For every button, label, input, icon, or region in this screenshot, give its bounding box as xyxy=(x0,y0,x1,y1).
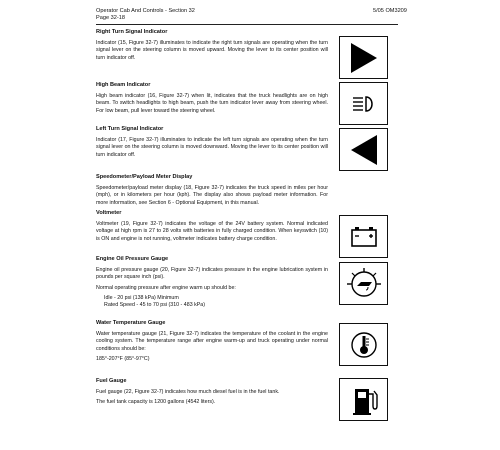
section-high-beam xyxy=(96,82,328,118)
spec-line: Rated Speed - 45 to 70 psi (310 - 483 kPa) xyxy=(104,302,205,309)
left-arrow-icon xyxy=(344,132,384,168)
section-fuel-gauge xyxy=(96,378,328,410)
section-heading: High Beam Indicator xyxy=(96,82,151,88)
section-body: Fuel gauge (22, Figure 32-7) indicates how much diesel fuel is in the fuel tank. xyxy=(96,389,280,395)
fuel-gauge-figure xyxy=(339,378,388,421)
water-temperature-figure xyxy=(339,323,388,366)
section-body: Indicator (15, Figure 32-7) illuminates to indicate the right turn signals are operating when the turn signal lever on the steering column is moved upward. Moving the lever to its center position will turn indicator off. xyxy=(96,40,328,61)
section-left-turn-signal xyxy=(96,126,328,162)
page-header xyxy=(96,8,195,23)
fuel-pump-icon xyxy=(344,382,384,418)
headlight-high-beam-icon xyxy=(344,86,384,122)
page-number: Page 32-18 xyxy=(96,15,125,22)
section-heading: Speedometer/Payload Meter Display xyxy=(96,174,193,180)
section-body: Engine oil pressure gauge (20, Figure 32-7) indicates pressure in the engine lubrication system in pounds per square inch (psi). xyxy=(96,267,328,281)
left-turn-indicator-figure xyxy=(339,128,388,171)
section-body: Normal operating pressure after engine warm up should be: xyxy=(96,284,236,291)
right-arrow-icon xyxy=(344,40,384,76)
section-heading: Water Temperature Gauge xyxy=(96,320,166,326)
section-heading: Voltmeter xyxy=(96,210,122,216)
section-heading: Fuel Gauge xyxy=(96,378,127,384)
section-body: Indicator (17, Figure 32-7) illuminates to indicate the left turn signals are operating when the turn signal lever on the steering column is moved downward. Moving the lever to its center position will turn indicator off. xyxy=(96,137,328,158)
section-body: High beam indicator (16, Figure 32-7) when lit, indicates that the truck headlights are on high beam. To switch headlights to high beam, push the turn indicator lever away from steering wheel. For low beam, pull lever toward the steering wheel. xyxy=(96,93,328,114)
section-body: Water temperature gauge (21, Figure 32-7) indicates the temperature of the coolant in the engine cooling system. The temperature range after engine warm-up and truck operating under normal conditions should be: xyxy=(96,331,328,352)
section-water-temperature xyxy=(96,320,328,366)
section-engine-oil-pressure xyxy=(96,256,328,309)
section-body: Speedometer/payload meter display (18, Figure 32-7) indicates the truck speed in miles per hour (mph), or in kilometers per hour (kph). The display also shows payload meter information. For more information, see Section 6 - Optional Equipment, in this manual. xyxy=(96,185,328,206)
oil-pressure-figure xyxy=(339,262,388,305)
section-heading: Left Turn Signal Indicator xyxy=(96,126,164,132)
section-body: The fuel tank capacity is 1200 gallons (4542 liters). xyxy=(96,399,216,406)
battery-icon xyxy=(344,219,384,255)
section-heading: Right Turn Signal Indicator xyxy=(96,29,168,35)
high-beam-indicator-figure xyxy=(339,82,388,125)
section-speedometer xyxy=(96,174,328,210)
temperature-range: 185°-207°F (85°-97°C) xyxy=(96,355,150,362)
spec-line: Idle - 20 psi (138 kPa) Minimum xyxy=(104,294,179,301)
coolant-temperature-icon xyxy=(344,327,384,363)
header-divider xyxy=(96,24,398,25)
voltmeter-figure xyxy=(339,215,388,258)
section-heading: Engine Oil Pressure Gauge xyxy=(96,256,169,262)
section-body: Voltmeter (19, Figure 32-7) indicates the voltage of the 24V battery system. Normal indicated voltage at high rpm is 27 to 28 volts with batteries in fully charged condition. When keyswitch (10) is ON and engine is not running, voltmeter indicates battery charge condition. xyxy=(96,221,328,242)
document-code: 5/05 OM3209 xyxy=(373,8,407,14)
section-voltmeter xyxy=(96,210,328,246)
section-right-turn-signal xyxy=(96,29,328,65)
section-title-header: Operator Cab And Controls - Section 32 xyxy=(96,8,195,14)
right-turn-indicator-figure xyxy=(339,36,388,79)
oil-can-icon xyxy=(344,266,384,302)
